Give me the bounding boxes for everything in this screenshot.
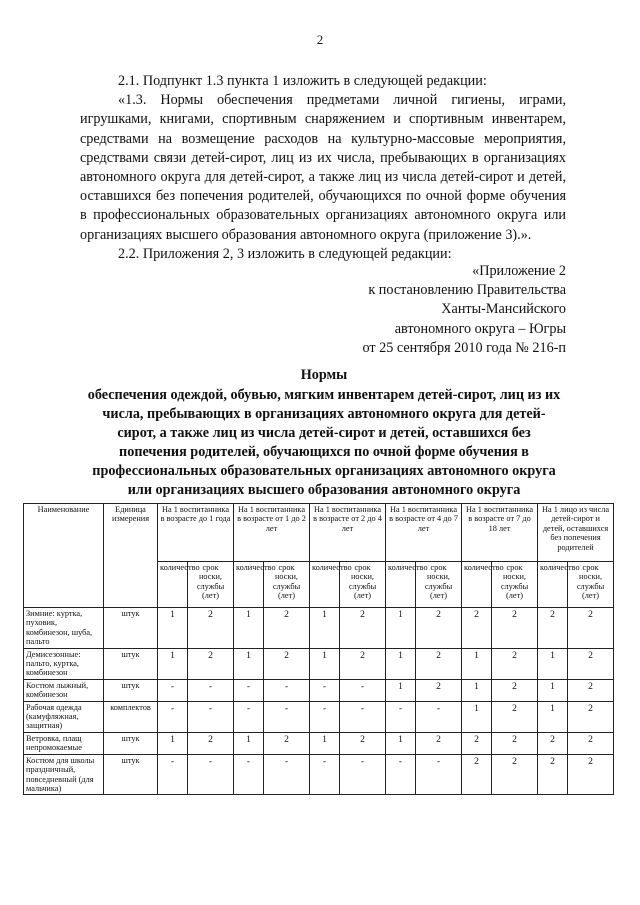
row-name: Ветровка, плащ непромокаемые xyxy=(24,732,104,754)
cell-quantity: 1 xyxy=(538,679,568,701)
table-header-row xyxy=(24,504,614,562)
subheader-qty: количество xyxy=(158,562,188,608)
cell-term: 2 xyxy=(340,732,386,754)
cell-term: - xyxy=(264,679,310,701)
cell-term: 2 xyxy=(340,648,386,679)
cell-quantity: 1 xyxy=(386,732,416,754)
table-row xyxy=(24,608,614,649)
title-heading: Нормы xyxy=(300,367,348,383)
subheader-term: срок носки, службы (лет) xyxy=(188,562,234,608)
table-row xyxy=(24,648,614,679)
table-row xyxy=(24,701,614,732)
cell-quantity: 1 xyxy=(234,608,264,649)
cell-quantity: 2 xyxy=(538,754,568,795)
subheader-term: срок носки, службы (лет) xyxy=(492,562,538,608)
annex-line-4: автономного округа – Югры xyxy=(394,320,566,337)
cell-quantity: 1 xyxy=(538,701,568,732)
cell-quantity: 2 xyxy=(462,754,492,795)
header-group-5: На 1 лицо из числа детей-сирот и детей, оставшихся без попечения родителей xyxy=(538,504,614,562)
cell-term: 2 xyxy=(264,608,310,649)
cell-quantity: 1 xyxy=(462,679,492,701)
row-name: Демисезонные: пальто, куртка, комбинезон xyxy=(24,648,104,679)
cell-term: 2 xyxy=(264,732,310,754)
row-name: Рабочая одежда (камуфляжная, защитная) xyxy=(24,701,104,732)
norms-table xyxy=(23,503,614,795)
cell-quantity: - xyxy=(310,754,340,795)
header-group-2: На 1 воспитанника в возрасте от 2 до 4 лет xyxy=(310,504,386,562)
header-group-1: На 1 воспитанника в возрасте от 1 до 2 лет xyxy=(234,504,310,562)
row-unit: штук xyxy=(104,608,158,649)
cell-term: 2 xyxy=(264,648,310,679)
paragraph-2-2: 2.2. Приложения 2, 3 изложить в следующей редакции: xyxy=(118,245,452,262)
cell-quantity: - xyxy=(310,701,340,732)
subheader-qty: количество xyxy=(234,562,264,608)
cell-quantity: 1 xyxy=(234,732,264,754)
cell-term: 2 xyxy=(340,608,386,649)
cell-quantity: - xyxy=(386,754,416,795)
row-unit: штук xyxy=(104,754,158,795)
cell-term: 2 xyxy=(188,648,234,679)
cell-quantity: 1 xyxy=(234,648,264,679)
cell-term: 2 xyxy=(568,608,614,649)
row-name: Костюм лыжный, комбинезон xyxy=(24,679,104,701)
cell-quantity: - xyxy=(158,701,188,732)
subheader-term: срок носки, службы (лет) xyxy=(264,562,310,608)
cell-quantity: 1 xyxy=(158,608,188,649)
cell-term: 2 xyxy=(188,732,234,754)
cell-quantity: 1 xyxy=(158,732,188,754)
paragraph-2-1: 2.1. Подпункт 1.3 пункта 1 изложить в следующей редакции: xyxy=(118,73,487,89)
header-group-0: На 1 воспитанника в возрасте до 1 года xyxy=(158,504,234,562)
page-number: 2 xyxy=(316,32,324,47)
cell-quantity: 1 xyxy=(386,608,416,649)
table-row xyxy=(24,732,614,754)
cell-quantity: 1 xyxy=(386,648,416,679)
body-text xyxy=(80,72,566,264)
cell-quantity: - xyxy=(234,754,264,795)
cell-quantity: - xyxy=(158,679,188,701)
cell-term: 2 xyxy=(492,754,538,795)
row-unit: штук xyxy=(104,732,158,754)
cell-term: 2 xyxy=(416,732,462,754)
cell-quantity: 1 xyxy=(310,608,340,649)
cell-quantity: 1 xyxy=(386,679,416,701)
cell-term: 2 xyxy=(416,648,462,679)
row-unit: штук xyxy=(104,679,158,701)
subheader-qty: количество xyxy=(462,562,492,608)
cell-term: - xyxy=(340,701,386,732)
annex-header xyxy=(363,262,567,358)
cell-term: 2 xyxy=(492,608,538,649)
cell-term: 2 xyxy=(492,732,538,754)
table-body xyxy=(24,608,614,795)
cell-quantity: 1 xyxy=(462,701,492,732)
cell-term: - xyxy=(264,701,310,732)
row-name: Зимние: куртка, пуховик, комбинезон, шуба, пальто xyxy=(24,608,104,649)
row-unit: комплектов xyxy=(104,701,158,732)
cell-term: - xyxy=(188,701,234,732)
cell-quantity: 1 xyxy=(158,648,188,679)
cell-quantity: 2 xyxy=(462,732,492,754)
document-title xyxy=(84,366,564,500)
annex-line-3: Ханты-Мансийского xyxy=(441,301,566,318)
annex-line-5: от 25 сентября 2010 года № 216-п xyxy=(362,339,566,356)
cell-term: 2 xyxy=(416,608,462,649)
cell-quantity: 1 xyxy=(462,648,492,679)
annex-line-2: к постановлению Правительства xyxy=(368,282,566,299)
header-unit: Единица измерения xyxy=(104,504,158,608)
cell-quantity: - xyxy=(234,679,264,701)
title-body: обеспечения одеждой, обувью, мягким инвентарем детей-сирот, лиц из их числа, пребывающих в организациях автономного округа для детей-сирот, а также лиц из числа детей-сирот и детей, оставшихся без попечения родителей, обучающихся по очной форме обучения в профессиональных образовательных организациях автономного округа или организациях высшего образования автономного округа xyxy=(87,387,561,498)
subheader-term: срок носки, службы (лет) xyxy=(416,562,462,608)
subheader-qty: количество xyxy=(386,562,416,608)
cell-term: 2 xyxy=(568,648,614,679)
cell-quantity: 1 xyxy=(310,648,340,679)
cell-term: - xyxy=(340,754,386,795)
header-name: Наименование xyxy=(24,504,104,608)
cell-term: 2 xyxy=(492,679,538,701)
cell-term: 2 xyxy=(492,648,538,679)
cell-quantity: - xyxy=(386,701,416,732)
cell-term: 2 xyxy=(568,732,614,754)
annex-line-1: «Приложение 2 xyxy=(472,263,566,279)
row-name: Костюм для школы праздничный, повседневный (для мальчика) xyxy=(24,754,104,795)
subheader-term: срок носки, службы (лет) xyxy=(340,562,386,608)
cell-quantity: 1 xyxy=(310,732,340,754)
cell-term: - xyxy=(416,754,462,795)
cell-quantity: 1 xyxy=(538,648,568,679)
row-unit: штук xyxy=(104,648,158,679)
table-row xyxy=(24,679,614,701)
cell-quantity: 2 xyxy=(462,608,492,649)
paragraph-1-3-quote: «1.3. Нормы обеспечения предметами личной гигиены, играми, игрушками, книгами, спортивным снаряжением и спортивным инвентарем, средствами на возмещение расходов на культурно-массовые мероприятия, средствами связи детей-сирот, лиц из их числа, пребывающих в организациях автономного округа для детей-сирот, а также лиц из числа детей-сирот и детей, оставшихся без попечения родителей, обучающихся по очной форме обучения в профессиональных образовательных организациях автономного округа или организациях высшего образования автономного округа (приложение 3).». xyxy=(80,92,566,243)
cell-term: - xyxy=(188,754,234,795)
subheader-term: срок носки, службы (лет) xyxy=(568,562,614,608)
cell-term: 2 xyxy=(568,754,614,795)
cell-quantity: 2 xyxy=(538,608,568,649)
cell-term: 2 xyxy=(492,701,538,732)
header-group-3: На 1 воспитанника в возрасте от 4 до 7 лет xyxy=(386,504,462,562)
cell-term: 2 xyxy=(568,701,614,732)
cell-term: 2 xyxy=(568,679,614,701)
cell-quantity: - xyxy=(158,754,188,795)
cell-quantity: - xyxy=(234,701,264,732)
cell-term: - xyxy=(264,754,310,795)
cell-term: 2 xyxy=(416,679,462,701)
subheader-qty: количество xyxy=(538,562,568,608)
cell-term: - xyxy=(340,679,386,701)
cell-quantity: - xyxy=(310,679,340,701)
subheader-qty: количество xyxy=(310,562,340,608)
cell-term: 2 xyxy=(188,608,234,649)
cell-term: - xyxy=(188,679,234,701)
table-row xyxy=(24,754,614,795)
header-group-4: На 1 воспитанника в возрасте от 7 до 18 лет xyxy=(462,504,538,562)
cell-term: - xyxy=(416,701,462,732)
cell-quantity: 2 xyxy=(538,732,568,754)
